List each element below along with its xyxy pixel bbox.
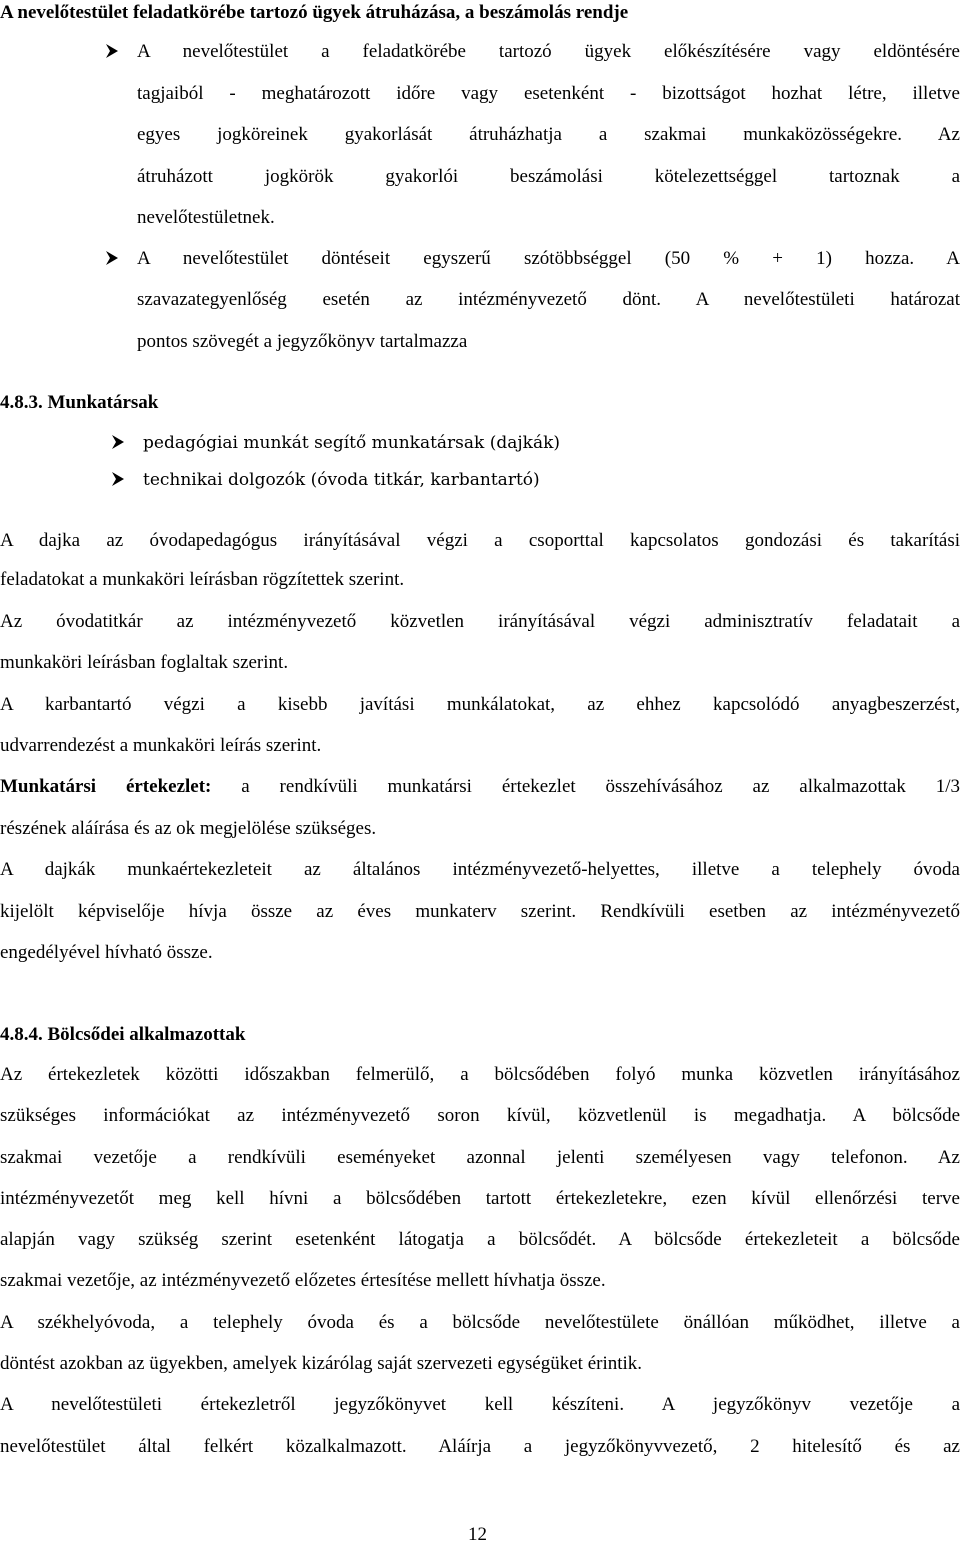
- bullet-text-line: tagjaiból - meghatározott időre vagy esetenként - bizottságot hozhat létre, illetve: [137, 83, 960, 104]
- paragraph-line: nevelőtestület által felkért közalkalmazott. Aláírja a jegyzőkönyvvezető, 2 hitelesítő és az: [0, 1436, 960, 1457]
- paragraph-line: szakmai vezetője, az intézményvezető előzetes értesítése mellett hívhatja össze.: [0, 1270, 606, 1291]
- bullet-text-line: átruházott jogkörök gyakorlói beszámolási kötelezettséggel tartoznak a: [137, 166, 960, 187]
- paragraph-line: munkaköri leírásban foglaltak szerint.: [0, 652, 289, 673]
- paragraph-line: részének aláírása és az ok megjelölése szükséges.: [0, 818, 377, 839]
- bullet-text-line: A nevelőtestület a feladatkörébe tartozó ügyek előkészítésére vagy eldöntésére: [137, 41, 960, 62]
- paragraph-line: kijelölt képviselője hívja össze az éves munkaterv szerint. Rendkívüli esetben az intézményvezető: [0, 901, 960, 922]
- paragraph-line: Az értekezletek közötti időszakban felmerülő, a bölcsődében folyó munka közvetlen irányításához: [0, 1064, 960, 1085]
- meeting-line: [0, 776, 960, 798]
- section-heading-staff: 4.8.3. Munkatársak: [0, 392, 159, 413]
- paragraph-line: Az óvodatitkár az intézményvezető közvetlen irányításával végzi adminisztratív feladatait a: [0, 611, 960, 632]
- bullet-text-line: szavazategyenlőség esetén az intézményvezető dönt. A nevelőtestületi határozat: [137, 289, 960, 310]
- page-number: 12: [468, 1524, 487, 1545]
- paragraph-line: A dajka az óvodapedagógus irányításával végzi a csoporttal kapcsolatos gondozási és takarítási: [0, 530, 960, 551]
- paragraph-line: döntést azokban az ügyekben, amelyek kizárólag saját szervezeti egységüket érintik.: [0, 1353, 643, 1374]
- meeting-label: Munkatársi értekezlet:: [0, 776, 212, 797]
- paragraph-line: szükséges információkat az intézményvezető soron kívül, közvetlenül is megadhatja. A bölcsőde: [0, 1105, 960, 1126]
- arrow-bullet-icon: [104, 42, 120, 60]
- paragraph-line: alapján vagy szükség szerint esetenként látogatja a bölcsődét. A bölcsőde értekezleteit a bölcsőde: [0, 1229, 960, 1250]
- arrow-bullet-icon: [110, 470, 126, 488]
- paragraph-line: A dajkák munkaértekezleteit az általános intézményvezető-helyettes, illetve a telephely óvoda: [0, 859, 960, 880]
- paragraph-line: A székhelyóvoda, a telephely óvoda és a bölcsőde nevelőtestülete önállóan működhet, illetve a: [0, 1312, 960, 1333]
- paragraph-line: udvarrendezést a munkaköri leírás szerint.: [0, 735, 322, 756]
- section-heading-nursery: 4.8.4. Bölcsődei alkalmazottak: [0, 1024, 246, 1045]
- bullet-text-line: A nevelőtestület döntéseit egyszerű szótöbbséggel (50 % + 1) hozza. A: [137, 248, 960, 269]
- bullet-text-line: nevelőtestületnek.: [137, 207, 275, 228]
- bullet-text-line: pontos szövegét a jegyzőkönyv tartalmazza: [137, 331, 468, 352]
- staff-bullet-item: technikai dolgozók (óvoda titkár, karbantartó): [143, 470, 540, 490]
- paragraph-line: szakmai vezetője a rendkívüli eseményeket azonnal jelenti személyesen vagy telefonon. Az: [0, 1147, 960, 1168]
- arrow-bullet-icon: [104, 249, 120, 267]
- meeting-text: a rendkívüli munkatársi értekezlet összehívásához az alkalmazottak 1/3: [211, 776, 960, 797]
- section-heading-delegation: A nevelőtestület feladatkörébe tartozó ügyek átruházása, a beszámolás rendje: [0, 2, 629, 23]
- arrow-bullet-icon: [110, 433, 126, 451]
- bullet-text-line: egyes jogköreinek gyakorlását átruházhatja a szakmai munkaközösségekre. Az: [137, 124, 960, 145]
- paragraph-line: A karbantartó végzi a kisebb javítási munkálatokat, az ehhez kapcsolódó anyagbeszerzést,: [0, 694, 960, 715]
- paragraph-line: intézményvezetőt meg kell hívni a bölcsődében tartott értekezletekre, ezen kívül ellenőrzési terve: [0, 1188, 960, 1209]
- paragraph-line: feladatokat a munkaköri leírásban rögzítettek szerint.: [0, 569, 405, 590]
- paragraph-line: engedélyével hívható össze.: [0, 942, 213, 963]
- paragraph-line: A nevelőtestületi értekezletről jegyzőkönyvet kell készíteni. A jegyzőkönyv vezetője a: [0, 1394, 960, 1415]
- staff-bullet-item: pedagógiai munkát segítő munkatársak (dajkák): [143, 433, 561, 453]
